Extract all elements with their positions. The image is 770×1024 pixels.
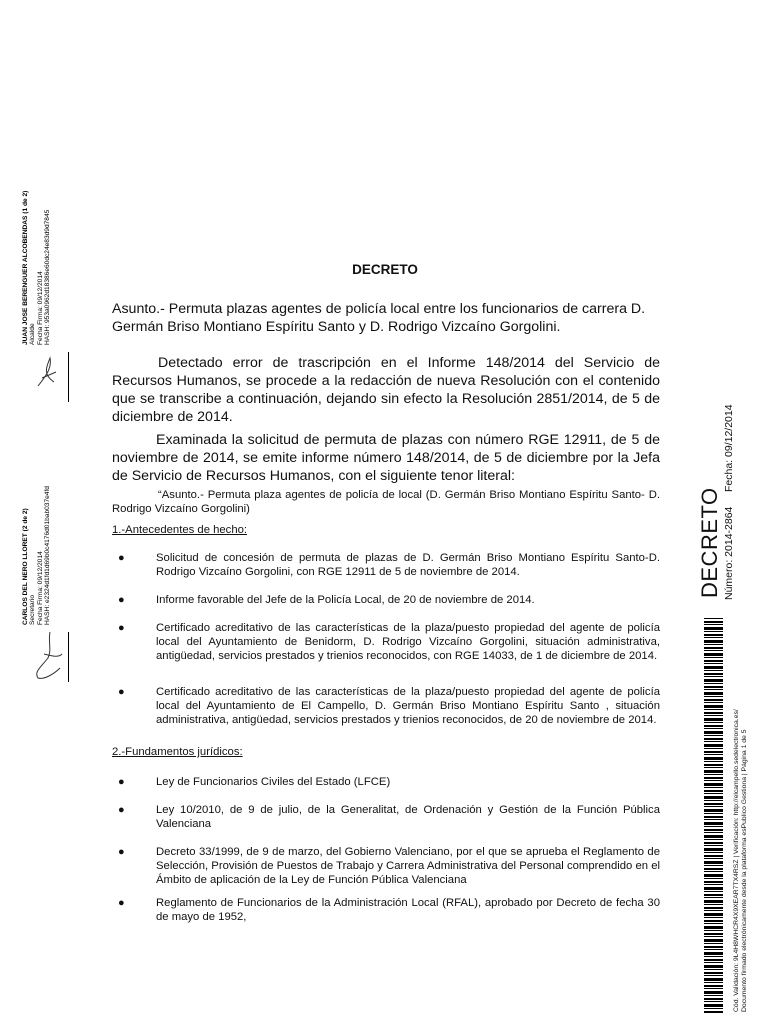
signature-date: Fecha Firma: 09/12/2014 bbox=[36, 271, 44, 345]
bullet-icon: ● bbox=[118, 594, 125, 606]
sidebar-fecha: Fecha: 09/12/2014 bbox=[723, 404, 735, 492]
list-item-text: Decreto 33/1999, de 9 de marzo, del Gobierno Valenciano, por el que se aprueba el Reglamento de Selección, Provisión de Puestos de Trabajo y Carrera Administrativa del Personal comprendido en el Ámbito de aplicación de la Ley de Función Pública Valenciana bbox=[156, 846, 660, 886]
signer-name: CARLOS DEL NERO LLORET (2 de 2) bbox=[22, 508, 29, 625]
paragraph-text: Examinada la solicitud de permuta de plazas con número RGE 12911, de 5 de noviembre de 2014, se emite informe número 148/2014, de 5 de diciembre por la Jefa de Servicio de Recursos Humanos, con el siguiente tenor literal: bbox=[112, 432, 660, 484]
verification-code-line: Cód. Validación: 9L4H8WHCR4X9XEAR7TX4RSZ | Verificación: http://elcampello.sedelectronica.es/ bbox=[733, 709, 740, 1012]
sidebar-decreto-label: DECRETO bbox=[697, 487, 722, 598]
list-item-text: Reglamento de Funcionarios de la Administración Local (RFAL), aprobado por Decreto de fecha 30 de mayo de 1952, bbox=[156, 897, 660, 923]
document-title: DECRETO bbox=[352, 262, 418, 277]
bullet-icon: ● bbox=[118, 897, 125, 909]
validation-barcode bbox=[704, 618, 723, 1014]
signature-divider bbox=[68, 632, 69, 682]
bullet-icon: ● bbox=[118, 552, 125, 564]
signer-name: JUAN JOSE BERENGUER ALCOBENDAS (1 de 2) bbox=[22, 190, 29, 345]
sidebar-numero: Número: 2014-2864 bbox=[723, 506, 735, 600]
list-item-text: Ley 10/2010, de 9 de julio, de la Generalitat, de Ordenación y Gestión de la Función Pública Valenciana bbox=[156, 804, 660, 830]
signer-role: Alcalde bbox=[29, 323, 37, 345]
handwritten-signature-2 bbox=[30, 628, 66, 684]
paragraph-text: Detectado error de trascripción en el Informe 148/2014 del Servicio de Recursos Humanos, se procede a la redacción de nueva Resolución con el contenido que se transcribe a continuación, dejando sin efecto la Resolución 2851/2014, de 5 de diciembre de 2014. bbox=[112, 355, 660, 425]
quote-text: “Asunto.- Permuta plaza agentes de policía de local (D. Germán Briso Montiano Espíritu Santo- D. Rodrigo Vizcaíno Gorgolini) bbox=[112, 489, 660, 515]
bullet-icon: ● bbox=[118, 804, 125, 816]
signature-divider bbox=[68, 352, 69, 402]
signature-hash: HASH: 953a0962d18386e60dc24e83d9d7845 bbox=[44, 209, 52, 345]
quoted-asunto bbox=[112, 488, 660, 516]
signature-text-2 bbox=[22, 486, 52, 625]
section-heading-fundamentos: 2.-Fundamentos jurídicos: bbox=[112, 746, 243, 758]
section-heading-antecedentes: 1.-Antecedentes de hecho: bbox=[112, 524, 248, 536]
list-item-text: Informe favorable del Jefe de la Policía Local, de 20 de noviembre de 2014. bbox=[156, 594, 535, 606]
list-item-text: Certificado acreditativo de las características de la plaza/puesto propiedad del agente de policía local del Ayuntamiento de El Campello, D. Germán Briso Montiano Espíritu Santo , situación administrativa, antigüedad, servicios prestados y trienios reconocidos, de 20 de noviembre de 2014. bbox=[156, 686, 660, 726]
asunto-paragraph: Asunto.- Permuta plazas agentes de policía local entre los funcionarios de carrera D. Germán Briso Montiano Espíritu Santo y D. Rodrigo Vizcaíno Gorgolini. bbox=[112, 301, 646, 335]
verification-platform-line: Documento firmado electrónicamente desde la plataforma esPublico Gestiona | Página 1 de 5 bbox=[741, 729, 748, 1012]
verification-text bbox=[733, 709, 749, 1012]
list-item-text: Solicitud de concesión de permuta de plazas de D. Germán Briso Montiano Espíritu Santo-D. Rodrigo Vizcaíno Gorgolini, con RGE 12911 de 5 de noviembre de 2014. bbox=[156, 552, 660, 578]
signature-block-2 bbox=[22, 420, 77, 690]
signature-date: Fecha Firma: 09/12/2014 bbox=[36, 551, 44, 625]
list-item-text: Ley de Funcionarios Civiles del Estado (LFCE) bbox=[156, 776, 391, 788]
bullet-icon: ● bbox=[118, 846, 125, 858]
handwritten-signature-1 bbox=[32, 352, 62, 392]
list-item-text: Certificado acreditativo de las características de la plaza/puesto propiedad del agente de policía local del Ayuntamiento de Benidorm, D. Rodrigo Vizcaíno Gorgolini, situación administrativa, antigüedad, servicios prestados y trienios reconocidos, con RGE 14033, de 1 de diciembre de 2014. bbox=[156, 622, 660, 662]
bullet-icon: ● bbox=[118, 686, 125, 698]
paragraph-examinada bbox=[112, 431, 660, 485]
signer-role: Secretario bbox=[29, 594, 37, 625]
paragraph-error-trascripcion bbox=[112, 354, 660, 426]
signature-hash: HASH: e2324d1fd1d69b0c4176d01bab037e4fd bbox=[44, 486, 52, 625]
bullet-icon: ● bbox=[118, 622, 125, 634]
bullet-icon: ● bbox=[118, 776, 125, 788]
